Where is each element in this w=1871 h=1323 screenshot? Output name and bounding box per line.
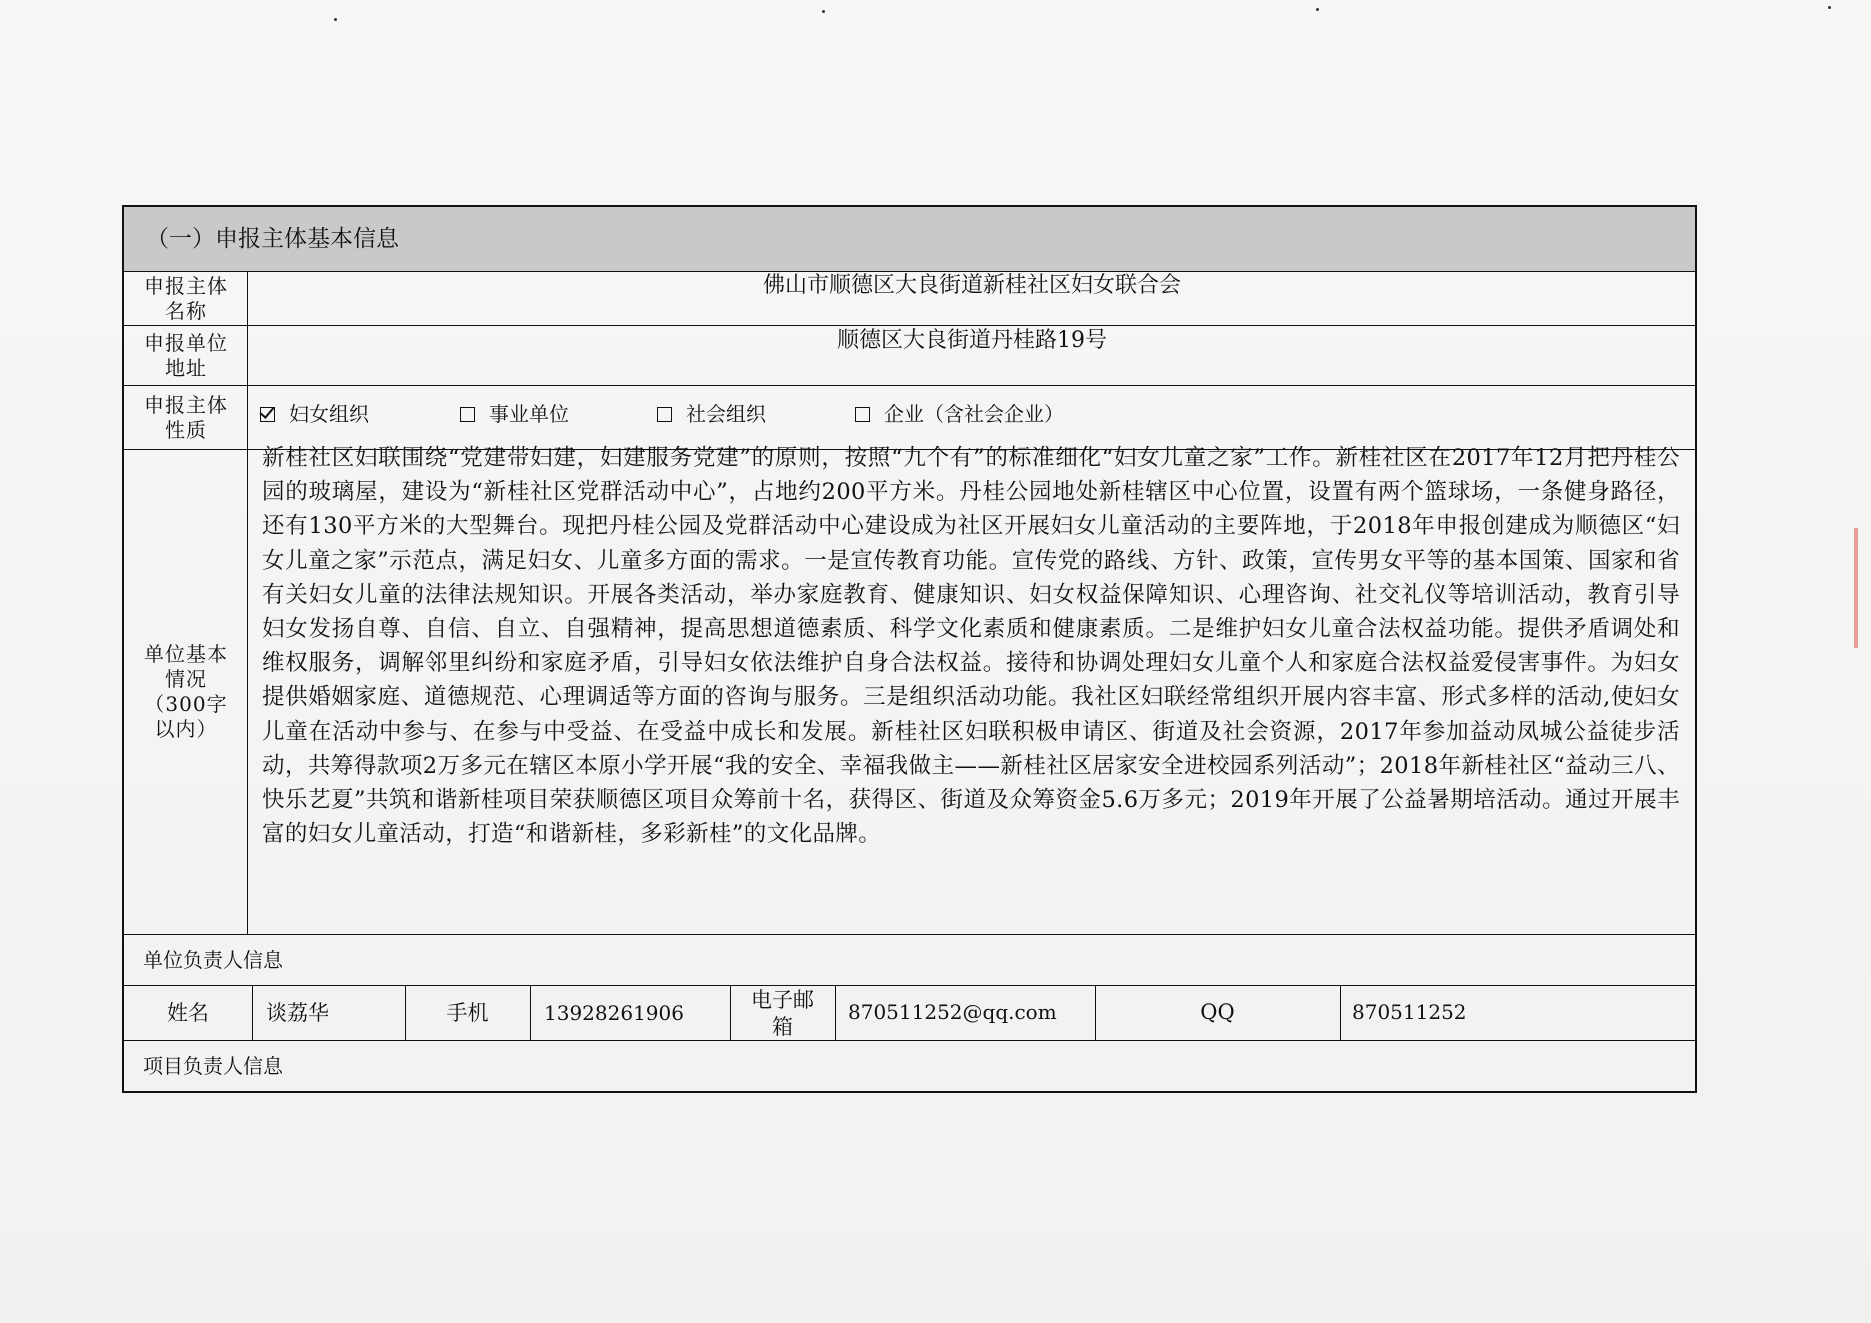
option-social-organization[interactable]: [657, 402, 766, 427]
basic-label-line: 单位基本: [144, 641, 228, 666]
checkbox-unchecked-icon[interactable]: [657, 407, 672, 422]
nature-label-text: 申报主体性质: [144, 393, 228, 442]
option-women-organization[interactable]: [260, 402, 369, 427]
scan-speck: [822, 10, 825, 13]
column-divider: [247, 271, 248, 934]
address-value: 顺德区大良街道丹桂路19号: [837, 328, 1107, 354]
option-label: 企业（含社会企业）: [884, 401, 1064, 426]
basic-info-label: [136, 449, 236, 934]
option-label: 社会组织: [686, 401, 766, 426]
option-label: 事业单位: [489, 401, 569, 426]
option-label: 妇女组织: [289, 401, 369, 426]
row-divider: [122, 985, 1697, 986]
project-leader-section-title: 项目负责人信息: [143, 1053, 283, 1078]
address-label: [136, 327, 236, 385]
row-divider: [122, 1040, 1697, 1041]
scan-speck: [1316, 8, 1319, 11]
nature-label: [136, 387, 236, 449]
basic-label-line: （300字: [144, 691, 228, 716]
leader-email-value: 870511252@qq.com: [848, 999, 1057, 1024]
name-label: [136, 273, 236, 325]
leader-qq-value: 870511252: [1352, 999, 1467, 1024]
scan-speck: [334, 18, 337, 21]
bleed-through-text: [170, 60, 1170, 100]
column-divider: [252, 985, 253, 1040]
leader-name-value: 谈荔华: [266, 1001, 329, 1026]
option-enterprise[interactable]: [855, 402, 1064, 427]
basic-label-line: 以内）: [154, 716, 218, 741]
section-title: （一）申报主体基本信息: [146, 225, 399, 252]
row-divider: [122, 385, 1697, 386]
name-label-text: 申报主体名称: [144, 274, 228, 323]
unit-leader-section-title: 单位负责人信息: [143, 947, 283, 972]
stamp-edge-mark: [1854, 528, 1858, 648]
address-label-text: 申报单位地址: [144, 331, 228, 380]
checkbox-checked-icon[interactable]: [260, 407, 275, 422]
column-divider: [530, 985, 531, 1040]
scan-speck: [1828, 6, 1831, 9]
leader-qq-label: QQ: [1200, 999, 1235, 1024]
name-value: 佛山市顺德区大良街道新桂社区妇女联合会: [762, 273, 1181, 299]
column-divider: [835, 985, 836, 1040]
option-public-institution[interactable]: [460, 402, 569, 427]
leader-email-label: [730, 987, 835, 1040]
email-label-line: 箱: [772, 1014, 793, 1039]
nature-options: [260, 396, 1560, 432]
email-label-line: 电子邮: [751, 988, 814, 1013]
checkbox-unchecked-icon[interactable]: [855, 407, 870, 422]
basic-label-line: 情况: [165, 666, 207, 691]
leader-name-label: 姓名: [167, 1001, 209, 1026]
leader-phone-value: 13928261906: [544, 1001, 684, 1025]
checkbox-unchecked-icon[interactable]: [460, 407, 475, 422]
column-divider: [1340, 985, 1341, 1040]
basic-info-text: 新桂社区妇联围绕“党建带妇建，妇建服务党建”的原则，按照“九个有”的标准细化“妇女儿童之家”工作。新桂社区在2017年12月把丹桂公园的玻璃屋，建设为“新桂社区党群活动中心”，占地约200平方米。丹桂公园地处新桂辖区中心位置，设置有两个篮球场，一条健身路径，还有130平方米的大型舞台。现把丹桂公园及党群活动中心建设成为社区开展妇女儿童活动的主要阵地，于2018年申报创建成为顺德区“妇女儿童之家”示范点，满足妇女、儿童多方面的需求。一是宣传教育功能。宣传党的路线、方针、政策，宣传男女平等的基本国策、国家和省有关妇女儿童的法律法规知识。开展各类活动，举办家庭教育、健康知识、妇女权益保障知识、心理咨询、社交礼仪等培训活动，教育引导妇女发扬自尊、自信、自立、自强精神，提高思想道德素质、科学文化素质和健康素质。二是维护妇女儿童合法权益功能。提供矛盾调处和维权服务，调解邻里纠纷和家庭矛盾，引导妇女依法维护自身合法权益。接待和协调处理妇女儿童个人和家庭合法权益爱侵害事件。为妇女提供婚姻家庭、道德规范、心理调适等方面的咨询与服务。三是组织活动功能。我社区妇联经常组织开展内容丰富、形式多样的活动,使妇女儿童在活动中参与、在参与中受益、在受益中成长和发展。新桂社区妇联积极申请区、街道及社会资源，2017年参加益动凤城公益徒步活动，共筹得款项2万多元在辖区本原小学开展“我的安全、幸福我做主——新桂社区居家安全进校园系列活动”；2018年新桂社区“益动三八、快乐艺夏”共筑和谐新桂项目荣获顺德区项目众筹前十名，获得区、街道及众筹资金5.6万多元；2019年开展了公益暑期培活动。通过开展丰富的妇女儿童活动，打造“和谐新桂，多彩新桂”的文化品牌。: [262, 445, 1680, 848]
row-divider: [122, 934, 1697, 935]
leader-phone-label: 手机: [446, 1001, 489, 1026]
